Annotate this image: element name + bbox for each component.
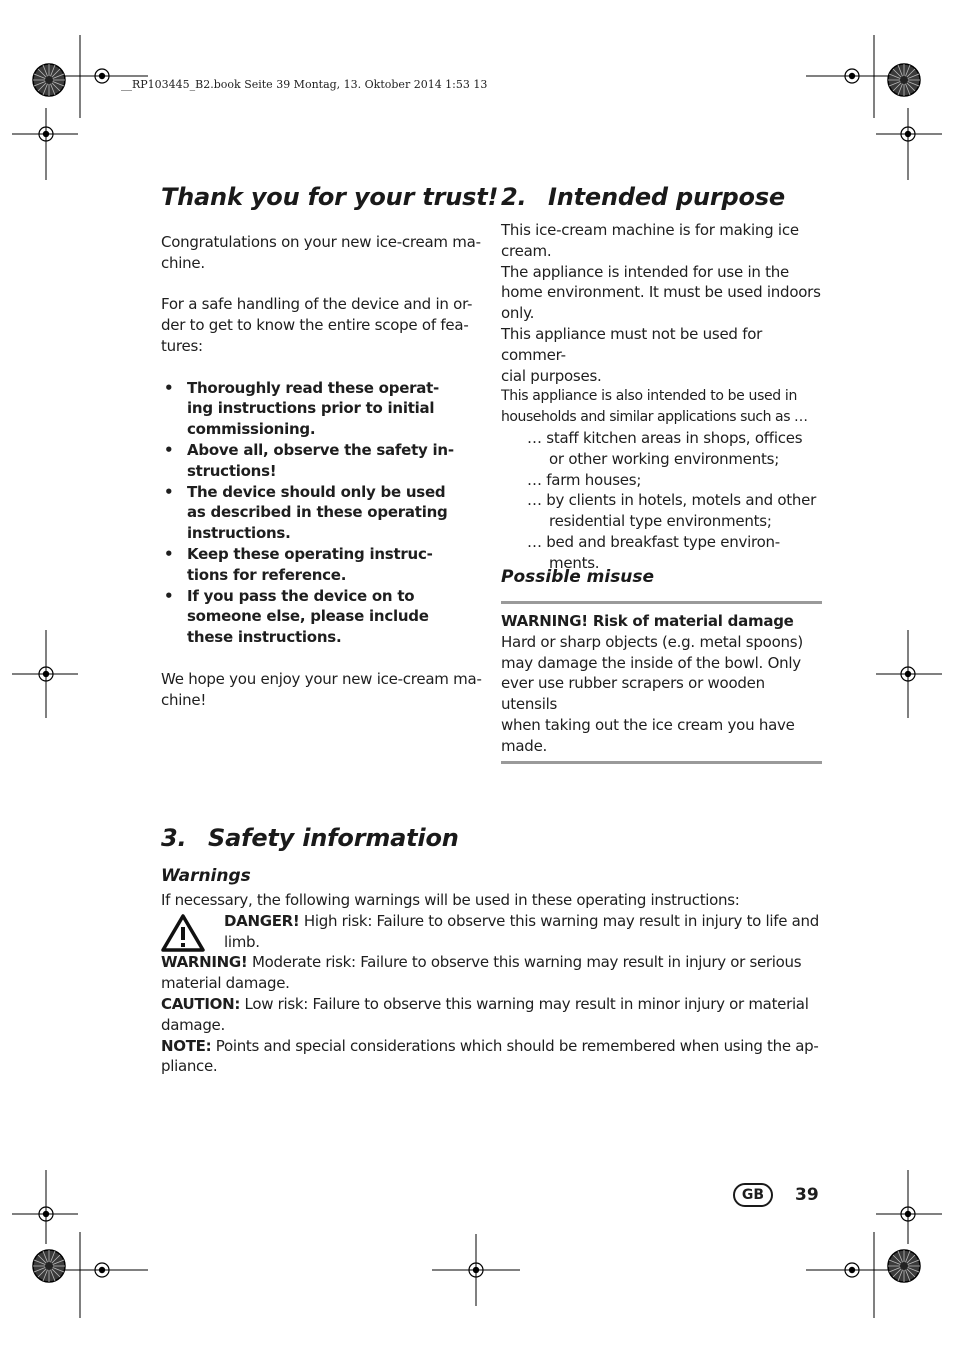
print-slug: __RP103445_B2.book Seite 39 Montag, 13. Oktober 2014 1:53 13 bbox=[121, 78, 488, 91]
intended-purpose-title: 2. Intended purpose bbox=[501, 183, 785, 211]
list-item: • The device should only be used as described in these operating instructions. bbox=[161, 482, 483, 544]
thanks-column bbox=[161, 232, 483, 710]
application-item: … by clients in hotels, motels and other residential type environments; bbox=[527, 491, 817, 531]
application-item: … bed and breakfast type environ- ments. bbox=[527, 532, 780, 572]
application-item: … farm houses; bbox=[527, 470, 642, 489]
warnings-heading: Warnings bbox=[161, 866, 251, 886]
warning-line: ever use rubber scrapers or wooden utensils bbox=[501, 674, 765, 714]
thanks-closing-line: chine! bbox=[161, 690, 207, 709]
warning-line: when taking out the ice cream you have bbox=[501, 715, 795, 734]
intended-line: This appliance must not be used for commer- bbox=[501, 324, 763, 364]
intended-line: This ice-cream machine is for making ice bbox=[501, 221, 799, 239]
safe-handling-line: der to get to know the entire scope of fea- bbox=[161, 316, 469, 335]
note-entry: NOTE: Points and special considerations which should be remembered when using the ap- bbox=[161, 1036, 819, 1055]
warning-entry: WARNING! Moderate risk: Failure to observe this warning may result in injury or serious bbox=[161, 953, 802, 972]
warnings-intro: If necessary, the following warnings will be used in these operating instructions: bbox=[161, 891, 740, 909]
intended-line: only. bbox=[501, 304, 535, 323]
danger-entry: DANGER! High risk: Failure to observe this warning may result in injury to life and limb. bbox=[161, 911, 823, 953]
note-label: NOTE: bbox=[161, 1036, 212, 1055]
caution-entry: CAUTION: Low risk: Failure to observe this warning may result in minor injury or material bbox=[161, 994, 809, 1013]
list-item: • Thoroughly read these operat- ing instructions prior to initial commissioning. bbox=[161, 378, 483, 440]
page-number: 39 bbox=[795, 1185, 819, 1205]
material-damage-warning-box bbox=[501, 601, 822, 764]
intended-column bbox=[501, 220, 826, 574]
thanks-closing-line: We hope you enjoy your new ice-cream ma- bbox=[161, 669, 482, 688]
safety-information-title: 3. Safety information bbox=[161, 824, 459, 852]
application-item: … staff kitchen areas in shops, offices or other working environments; bbox=[527, 428, 803, 468]
warning-line: may damage the inside of the bowl. Only bbox=[501, 653, 801, 672]
thanks-intro-line: Congratulations on your new ice-cream ma- bbox=[161, 233, 481, 251]
warning-title: WARNING! Risk of material damage bbox=[501, 612, 794, 630]
thanks-intro-line: chine. bbox=[161, 253, 205, 272]
warning-label: WARNING! bbox=[161, 953, 248, 972]
list-item: • Above all, observe the safety in- structions! bbox=[161, 440, 483, 482]
warning-line: made. bbox=[501, 736, 548, 755]
intended-line: home environment. It must be used indoors bbox=[501, 283, 821, 302]
caution-label: CAUTION: bbox=[161, 994, 241, 1013]
warning-triangle-icon bbox=[161, 914, 205, 952]
safety-warnings-text: If necessary, the following warnings will be used in these operating instructions: DANGER! High risk: Failure to observe this warning may result in injury to life and limb. WARNING! Moderate risk: Failure to observe this warning may result in injury or serious material damage. CAUTION: Low risk: Failure to observe this warning may result in minor injury or material damage. NOTE: Points and special considerations which should be remembered when using the ap- pliance. bbox=[161, 890, 823, 1077]
intended-line: The appliance is intended for use in the bbox=[501, 262, 790, 281]
thanks-bullet-list bbox=[161, 378, 483, 648]
thanks-title: Thank you for your trust! bbox=[161, 183, 499, 211]
intended-line: This appliance is also intended to be used in bbox=[501, 388, 797, 405]
list-item: • If you pass the device on to someone else, please include these instructions. bbox=[161, 586, 483, 648]
warning-line: Hard or sharp objects (e.g. metal spoons) bbox=[501, 632, 803, 651]
intended-line: households and similar applications such as … bbox=[501, 409, 808, 426]
page-footer bbox=[733, 1183, 819, 1207]
possible-misuse-heading: Possible misuse bbox=[501, 567, 655, 587]
intended-line: cream. bbox=[501, 241, 552, 260]
safe-handling-line: For a safe handling of the device and in or- bbox=[161, 295, 473, 314]
safe-handling-line: tures: bbox=[161, 336, 203, 355]
language-badge: GB bbox=[733, 1183, 773, 1207]
list-item: • Keep these operating instruc- tions for reference. bbox=[161, 544, 483, 586]
danger-label: DANGER! bbox=[224, 911, 300, 930]
intended-line: cial purposes. bbox=[501, 366, 602, 385]
